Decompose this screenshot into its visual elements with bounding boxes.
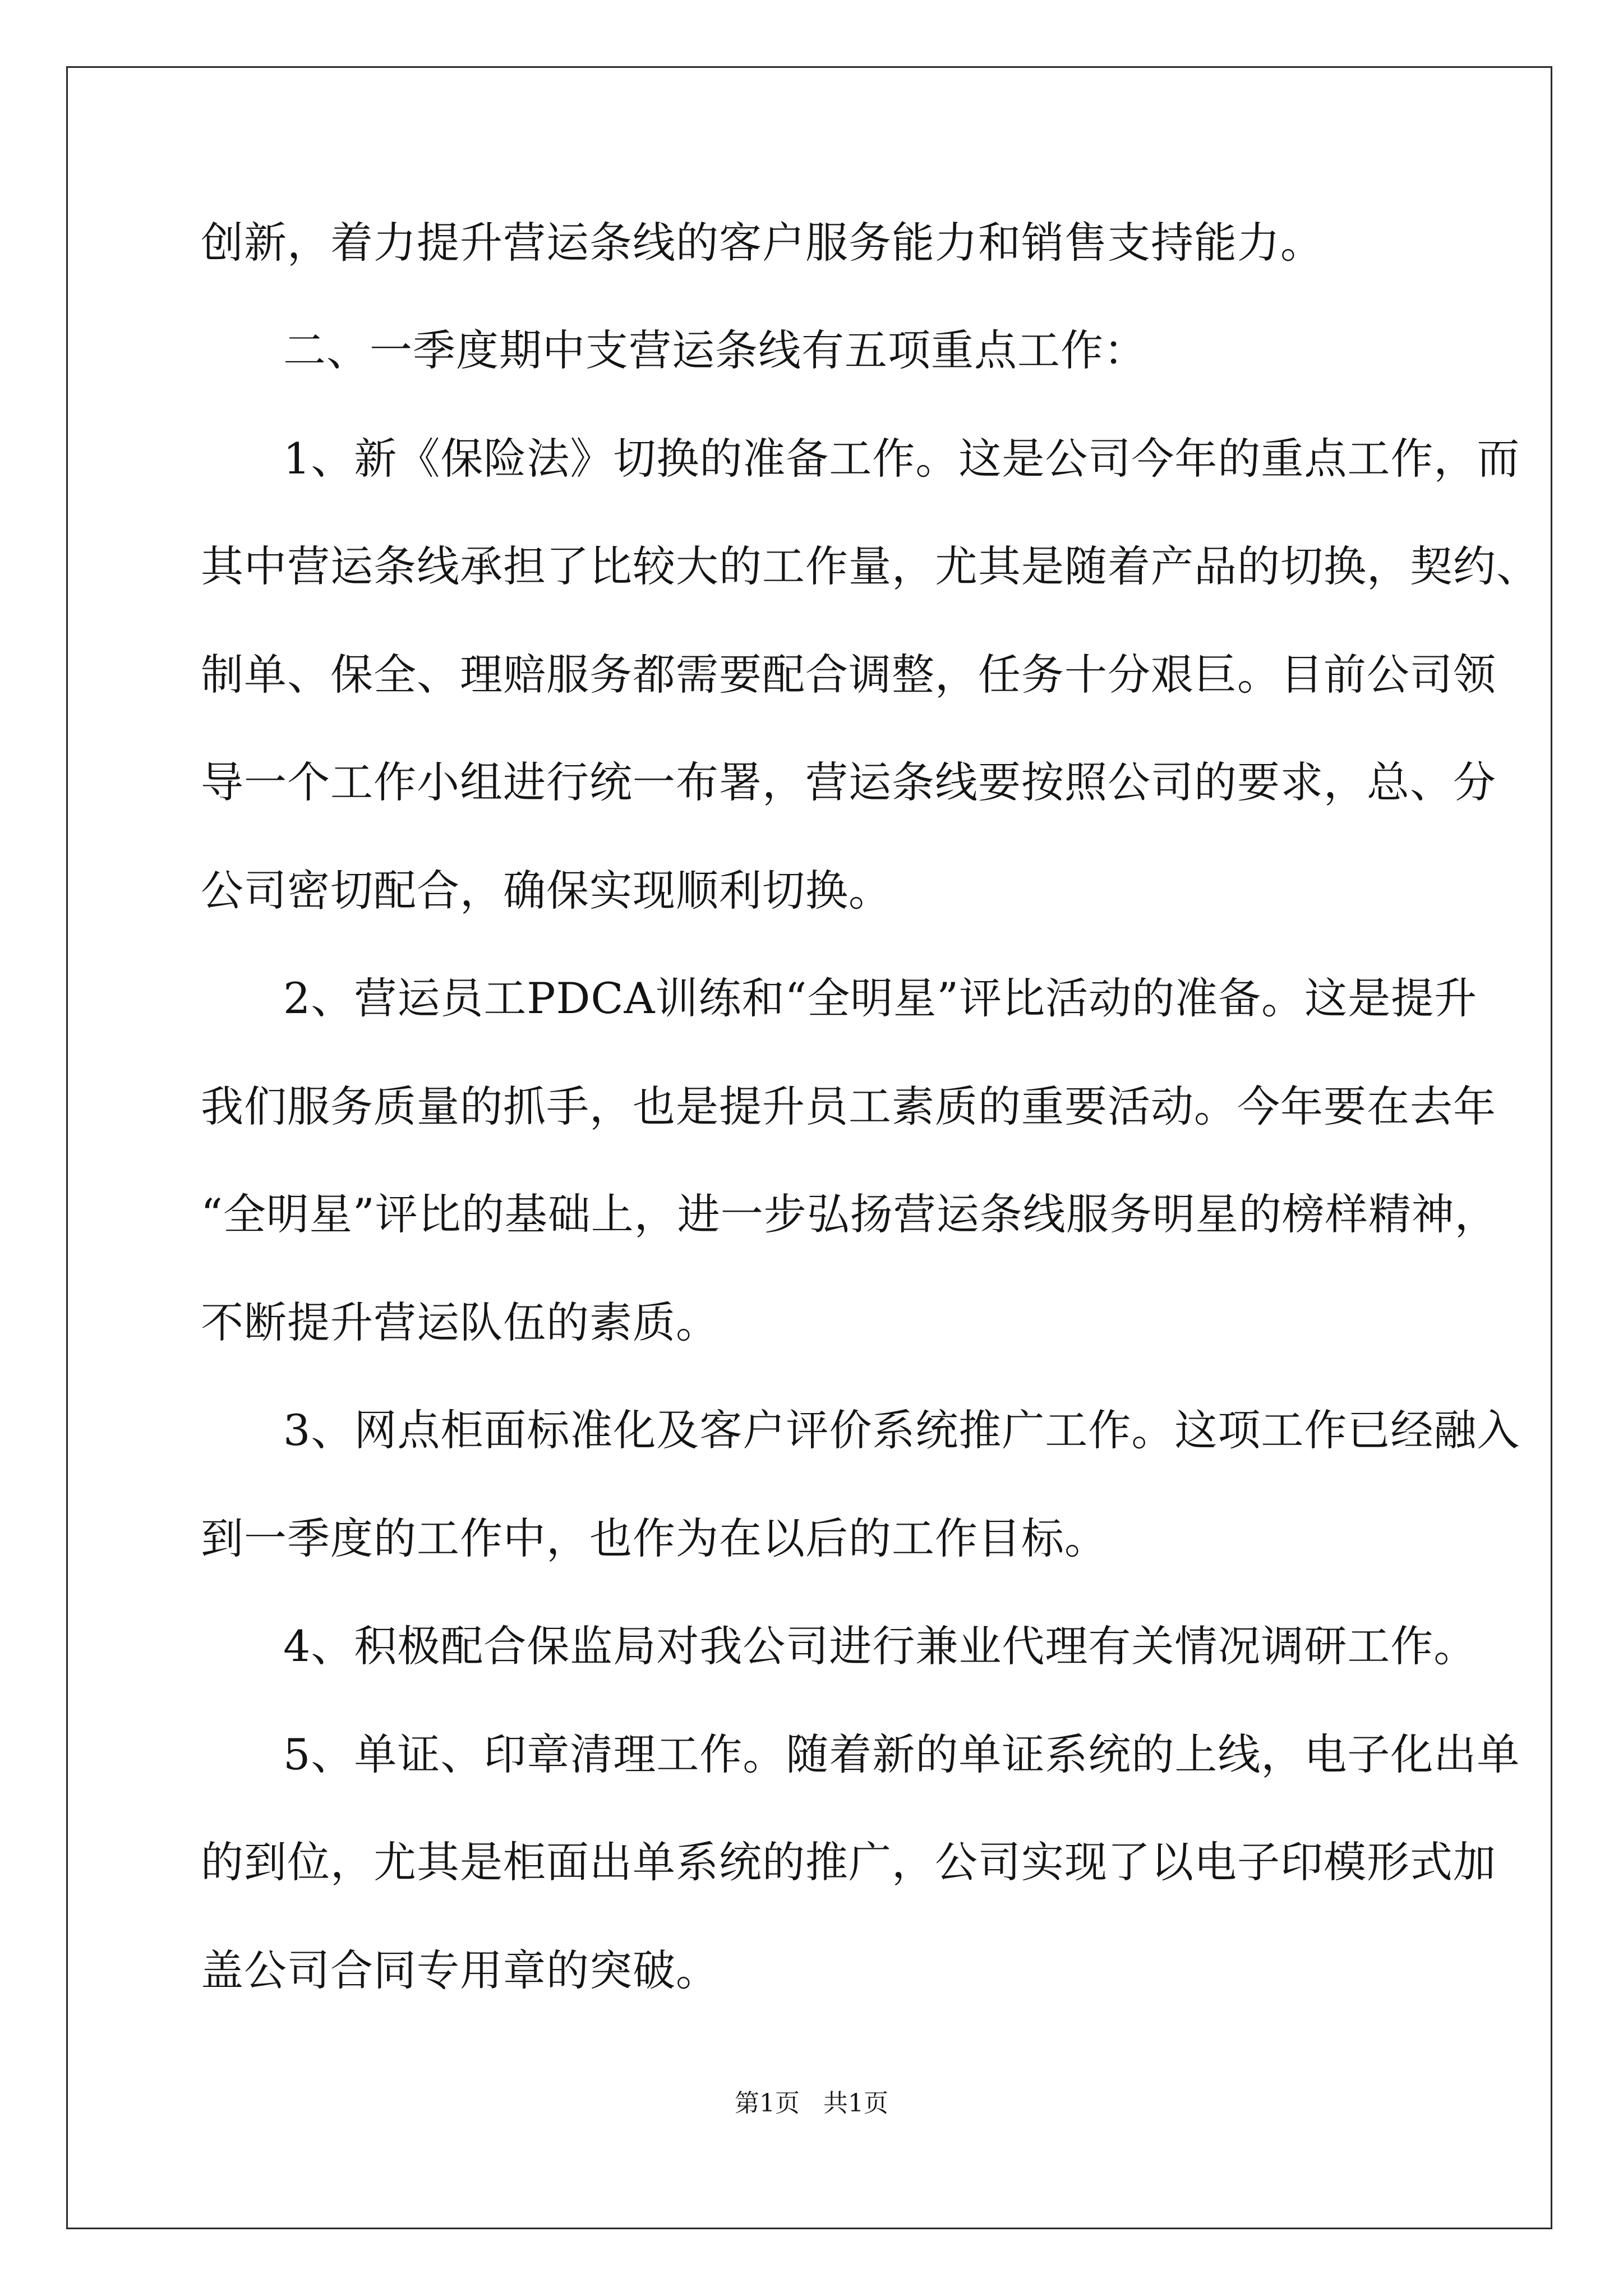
paragraph-line: 导一个工作小组进行统一布署，营运条线要按照公司的要求，总、分 — [201, 757, 1496, 807]
paragraph-line: 1、新《保险法》切换的准备工作。这是公司今年的重点工作，而 — [283, 434, 1520, 484]
paragraph-line: 其中营运条线承担了比较大的工作量，尤其是随着产品的切换，契约、 — [201, 541, 1539, 591]
section-heading: 二、一季度期中支营运条线有五项重点工作： — [283, 325, 1147, 375]
page-number-footer: 第1页 共1页 — [735, 2089, 888, 2118]
paragraph-line: 制单、保全、理赔服务都需要配合调整，任务十分艰巨。目前公司领 — [201, 650, 1496, 700]
paragraph-line: 5、单证、印章清理工作。随着新的单证系统的上线，电子化出单 — [283, 1729, 1520, 1779]
page-border — [66, 66, 1552, 2229]
paragraph-line: 4、积极配合保监局对我公司进行兼业代理有关情况调研工作。 — [283, 1621, 1477, 1671]
paragraph-line: 到一季度的工作中，也作为在以后的工作目标。 — [201, 1513, 1108, 1563]
paragraph-line: 盖公司合同专用章的突破。 — [201, 1945, 719, 1995]
paragraph-line: 3、网点柜面标准化及客户评价系统推广工作。这项工作已经融入 — [283, 1405, 1520, 1455]
paragraph-line: 公司密切配合，确保实现顺利切换。 — [201, 866, 892, 915]
paragraph-line: 的到位，尤其是柜面出单系统的推广，公司实现了以电子印模形式加 — [201, 1837, 1496, 1887]
paragraph-line: 我们服务质量的抓手，也是提升员工素质的重要活动。今年要在去年 — [201, 1082, 1496, 1131]
paragraph-line: 2、营运员工PDCA训练和“全明星”评比活动的准备。这是提升 — [283, 973, 1478, 1023]
paragraph-line: 不断提升营运队伍的素质。 — [201, 1297, 719, 1347]
paragraph-line: “全明星”评比的基础上，进一步弘扬营运条线服务明星的榜样精神， — [201, 1189, 1498, 1239]
paragraph-line: 创新，着力提升营运条线的客户服务能力和销售支持能力。 — [201, 218, 1324, 268]
